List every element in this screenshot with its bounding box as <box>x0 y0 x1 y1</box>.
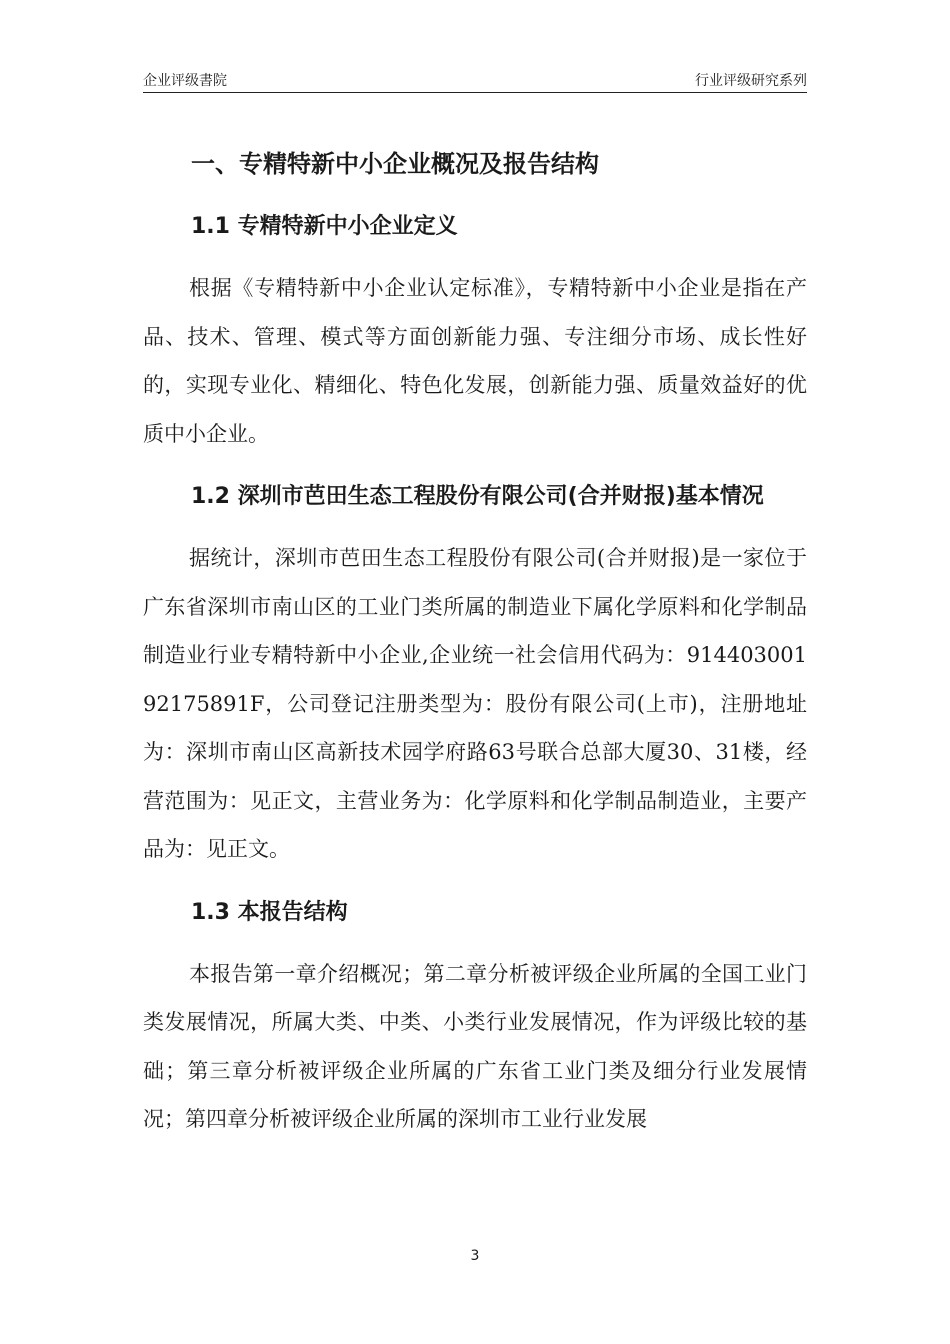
paragraph-definition: 根据《专精特新中小企业认定标准》，专精特新中小企业是指在产品、技术、管理、模式等方面创新能力强、专注细分市场、成长性好的，实现专业化、精细化、特色化发展，创新能力强、质量效益好的优质中小企业。 <box>143 276 807 446</box>
paragraph-report-structure: 本报告第一章介绍概况；第二章分析被评级企业所属的全国工业门类发展情况，所属大类、中类、小类行业发展情况，作为评级比较的基础；第三章分析被评级企业所属的广东省工业门类及细分行业发展情况；第四章分析被评级企业所属的深圳市工业行业发展 <box>143 961 807 1131</box>
page-header <box>143 66 807 93</box>
section-title: 一、专精特新中小企业概况及报告结构 <box>191 150 599 178</box>
header-left-text: 企业评级書院 <box>143 73 227 89</box>
subsection-title-1-2: 1.2 深圳市芭田生态工程股份有限公司(合并财报)基本情况 <box>191 484 764 509</box>
page-number: 3 <box>470 1248 480 1264</box>
document-body <box>143 138 807 1144</box>
subsection-title-1-3: 1.3 本报告结构 <box>191 899 348 925</box>
header-right-text: 行业评级研究系列 <box>695 73 807 89</box>
subsection-title-1-1: 1.1 专精特新中小企业定义 <box>191 214 458 239</box>
paragraph-company-info: 据统计，深圳市芭田生态工程股份有限公司(合并财报)是一家位于广东省深圳市南山区的工业门类所属的制造业下属化学原料和化学制品制造业行业专精特新中小企业,企业统一社会信用代码为：91440300192175891F，公司登记注册类型为：股份有限公司(上市)，注册地址为：深圳市南山区高新技术园学府路63号联合总部大厦30、31楼，经营范围为：见正文，主营业务为：化学原料和化学制品制造业，主要产品为：见正文。 <box>143 546 807 861</box>
